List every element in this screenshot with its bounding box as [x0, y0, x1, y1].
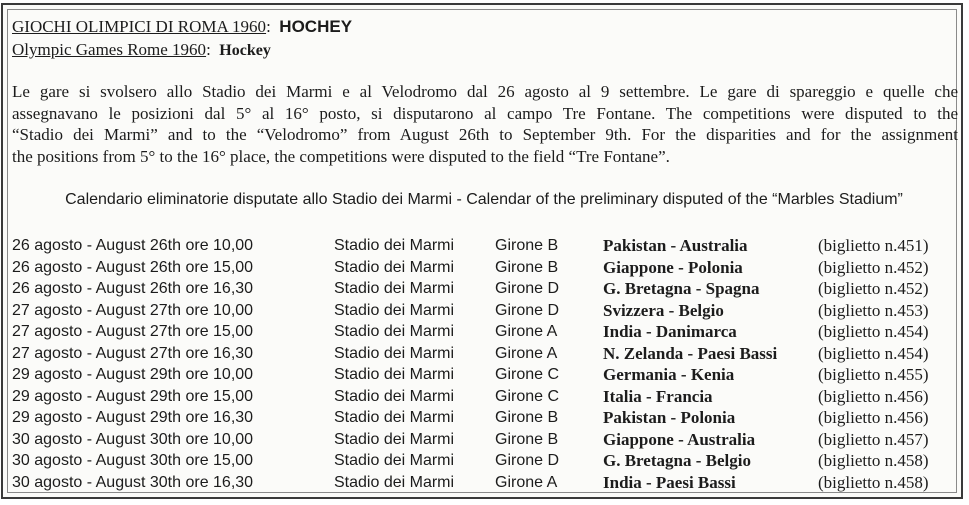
match-date: 26 agosto - August 26th ore 15,00 [12, 258, 254, 276]
match-teams: Giappone - Australia [603, 429, 756, 449]
match-group: Girone B [495, 430, 559, 448]
match-row [12, 257, 962, 279]
match-ticket: (biglietto n.458) [818, 472, 929, 492]
match-row [12, 235, 962, 257]
match-teams: Svizzera - Belgio [603, 300, 724, 320]
title-italian-separator: : [266, 17, 271, 36]
match-group: Girone C [495, 387, 560, 405]
title-italian [12, 17, 352, 37]
match-venue: Stadio dei Marmi [334, 258, 455, 276]
match-group: Girone B [495, 258, 559, 276]
match-group: Girone D [495, 280, 560, 297]
match-date: 26 agosto - August 26th ore 16,30 [12, 280, 254, 297]
match-date: 30 agosto - August 30th ore 15,00 [12, 452, 254, 469]
match-teams: G. Bretagna - Spagna [603, 279, 760, 298]
match-teams: Pakistan - Polonia [603, 408, 736, 427]
title-english [12, 40, 271, 61]
match-venue: Stadio dei Marmi [334, 344, 455, 362]
match-group: Girone C [495, 366, 560, 383]
match-teams: India - Paesi Bassi [603, 472, 736, 492]
title-english-separator: : [206, 40, 211, 59]
match-venue: Stadio dei Marmi [334, 473, 455, 491]
match-group: Girone B [495, 237, 559, 254]
intro-paragraph [12, 81, 958, 167]
match-teams: Giappone - Polonia [603, 257, 743, 277]
match-venue: Stadio dei Marmi [334, 280, 455, 297]
match-venue: Stadio dei Marmi [334, 301, 455, 319]
match-ticket: (biglietto n.453) [818, 300, 929, 320]
match-date: 29 agosto - August 29th ore 16,30 [12, 409, 254, 426]
calendar-heading: Calendario eliminatorie disputate allo Stadio dei Marmi - Calendar of the preliminary disputed of the “Marbles Stadium” [65, 191, 903, 208]
paragraph-line: the positions from 5° to the 16° place, the competitions were disputed to the field “Tre Fontane”. [12, 146, 670, 166]
match-ticket: (biglietto n.456) [818, 386, 929, 406]
match-teams: N. Zelanda - Paesi Bassi [603, 343, 778, 363]
match-schedule [12, 235, 962, 493]
match-date: 26 agosto - August 26th ore 10,00 [12, 237, 254, 254]
match-row [12, 300, 962, 322]
match-ticket: (biglietto n.454) [818, 343, 929, 363]
match-date: 27 agosto - August 27th ore 15,00 [12, 323, 254, 340]
match-date: 29 agosto - August 29th ore 10,00 [12, 366, 254, 383]
match-teams: Germania - Kenia [603, 365, 735, 384]
match-date: 30 agosto - August 30th ore 10,00 [12, 430, 254, 448]
match-date: 30 agosto - August 30th ore 16,30 [12, 473, 254, 491]
match-row [12, 472, 962, 494]
match-group: Girone A [495, 473, 558, 491]
match-ticket: (biglietto n.457) [818, 429, 929, 449]
match-row [12, 407, 962, 429]
match-venue: Stadio dei Marmi [334, 452, 455, 469]
paragraph-line: Le gare si svolsero allo Stadio dei Marmi e al Velodromo dal 26 agosto al 9 settembre. Le gare di spareggio e quelle che [12, 82, 958, 101]
title-italian-sport: HOCHEY [279, 17, 353, 36]
match-group: Girone B [495, 409, 559, 426]
match-venue: Stadio dei Marmi [334, 366, 455, 383]
match-teams: Italia - Francia [603, 386, 713, 406]
title-english-sport: Hockey [219, 42, 271, 59]
match-ticket: (biglietto n.456) [818, 408, 929, 427]
match-venue: Stadio dei Marmi [334, 387, 455, 405]
match-row [12, 278, 962, 300]
match-ticket: (biglietto n.458) [818, 451, 929, 470]
match-row [12, 321, 962, 343]
match-venue: Stadio dei Marmi [334, 430, 455, 448]
match-ticket: (biglietto n.452) [818, 279, 929, 298]
match-row [12, 450, 962, 472]
match-group: Girone A [495, 323, 558, 340]
paragraph-line: “Stadio dei Marmi” and to the “Velodromo” from August 26th to September 9th. For the disparities and for the assignment [12, 125, 958, 144]
match-ticket: (biglietto n.454) [818, 322, 929, 341]
match-teams: Pakistan - Australia [603, 236, 748, 255]
match-venue: Stadio dei Marmi [334, 409, 455, 426]
match-group: Girone A [495, 344, 558, 362]
match-date: 27 agosto - August 27th ore 10,00 [12, 301, 254, 319]
paragraph-line: assegnavano le posizioni dal 5° al 16° posto, si disputarono al campo Tre Fontane. The competitions were disputed to the [12, 103, 958, 123]
match-row [12, 429, 962, 451]
match-venue: Stadio dei Marmi [334, 237, 455, 254]
document-sheet [1, 3, 963, 499]
match-teams: India - Danimarca [603, 322, 737, 341]
match-group: Girone D [495, 452, 560, 469]
match-ticket: (biglietto n.452) [818, 257, 929, 277]
match-group: Girone D [495, 301, 560, 319]
match-venue: Stadio dei Marmi [334, 323, 455, 340]
match-ticket: (biglietto n.455) [818, 365, 929, 384]
title-english-place: Olympic Games Rome 1960 [12, 40, 207, 59]
match-teams: G. Bretagna - Belgio [603, 451, 751, 470]
match-date: 27 agosto - August 27th ore 16,30 [12, 344, 254, 362]
match-ticket: (biglietto n.451) [818, 236, 929, 255]
match-row [12, 343, 962, 365]
match-row [12, 364, 962, 386]
match-date: 29 agosto - August 29th ore 15,00 [12, 387, 254, 405]
title-italian-place: GIOCHI OLIMPICI DI ROMA 1960 [12, 17, 267, 36]
match-row [12, 386, 962, 408]
